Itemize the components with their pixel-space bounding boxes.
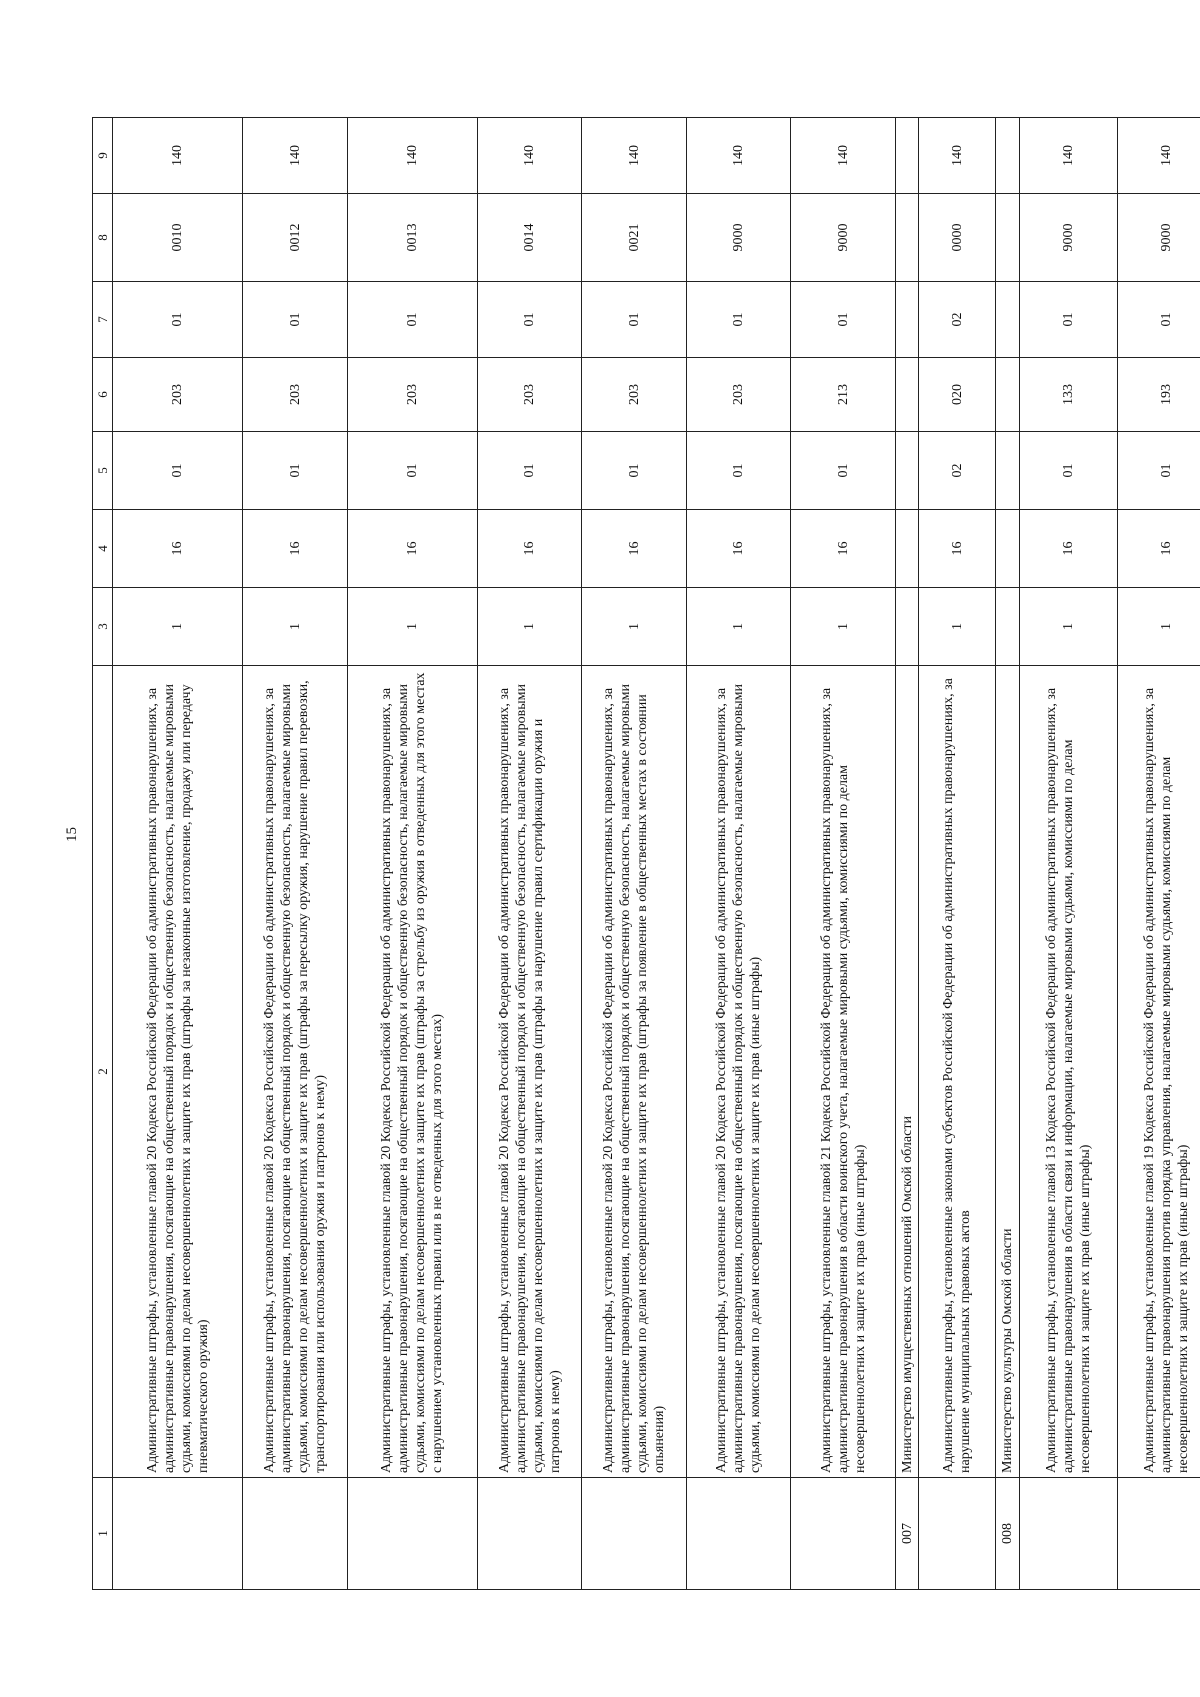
- cell-c7: 01: [243, 282, 348, 358]
- cell-c5: [895, 432, 919, 510]
- header-cell-8: 8: [93, 194, 113, 282]
- cell-c4: 16: [919, 510, 996, 588]
- cell-c3: [996, 588, 1020, 666]
- cell-c6: 203: [477, 358, 582, 432]
- header-row: [93, 118, 113, 1590]
- cell-c1: [113, 1478, 243, 1590]
- description-cell: Административные штрафы, установленные главой 20 Кодекса Российской Федерации об административных правонарушениях, за административные правонарушения, посягающие на общественный порядок и общественную безопасность, налагаемые мировыми судьями, комиссиями по делам несовершеннолетних и защите их прав (иные штрафы): [686, 666, 791, 1478]
- cell-c7: 01: [477, 282, 582, 358]
- description-cell: Административные штрафы, установленные главой 20 Кодекса Российской Федерации об административных правонарушениях, за административные правонарушения, посягающие на общественный порядок и общественную безопасность, налагаемые мировыми судьями, комиссиями по делам несовершеннолетних и защите их прав (штрафы за нарушение правил сертификации оружия и патронов к нему): [477, 666, 582, 1478]
- cell-c4: 16: [1019, 510, 1117, 588]
- table-row: [1019, 118, 1117, 1590]
- header-cell-3: 3: [93, 588, 113, 666]
- description-cell: Административные штрафы, установленные законами субъектов Российской Федерации об административных правонарушениях, за нарушение муниципальных правовых актов: [919, 666, 996, 1478]
- description-cell: Министерство культуры Омской области: [996, 666, 1020, 1478]
- table-row: [686, 118, 791, 1590]
- header-cell-9: 9: [93, 118, 113, 194]
- cell-c1: [1019, 1478, 1117, 1590]
- table-row: [1117, 118, 1200, 1590]
- cell-c3: 1: [582, 588, 687, 666]
- cell-c9: [895, 118, 919, 194]
- cell-c8: 0021: [582, 194, 687, 282]
- cell-c1: [243, 1478, 348, 1590]
- cell-c7: 01: [582, 282, 687, 358]
- cell-c3: 1: [113, 588, 243, 666]
- cell-c5: 01: [113, 432, 243, 510]
- header-cell-6: 6: [93, 358, 113, 432]
- cell-c9: 140: [919, 118, 996, 194]
- table-row: [347, 118, 477, 1590]
- cell-c4: 16: [477, 510, 582, 588]
- cell-c4: 16: [347, 510, 477, 588]
- cell-c9: [996, 118, 1020, 194]
- cell-c6: 203: [243, 358, 348, 432]
- cell-c6: 020: [919, 358, 996, 432]
- cell-c9: 140: [1117, 118, 1200, 194]
- cell-c8: [895, 194, 919, 282]
- cell-c8: 9000: [1019, 194, 1117, 282]
- cell-c8: 9000: [1117, 194, 1200, 282]
- cell-c5: 01: [347, 432, 477, 510]
- cell-c3: 1: [791, 588, 896, 666]
- cell-c8: 0012: [243, 194, 348, 282]
- cell-c3: 1: [243, 588, 348, 666]
- cell-c9: 140: [582, 118, 687, 194]
- cell-c6: 213: [791, 358, 896, 432]
- cell-c7: 01: [686, 282, 791, 358]
- cell-c8: 9000: [791, 194, 896, 282]
- cell-c3: [895, 588, 919, 666]
- header-cell-4: 4: [93, 510, 113, 588]
- cell-c1: [1117, 1478, 1200, 1590]
- cell-c7: 01: [347, 282, 477, 358]
- cell-c1: [477, 1478, 582, 1590]
- cell-c3: 1: [686, 588, 791, 666]
- rotated-table-container: [92, 118, 1200, 1590]
- cell-c5: 01: [791, 432, 896, 510]
- cell-c6: 203: [113, 358, 243, 432]
- cell-c9: 140: [243, 118, 348, 194]
- cell-c7: 01: [1117, 282, 1200, 358]
- cell-c8: 0010: [113, 194, 243, 282]
- table-row: [919, 118, 996, 1590]
- cell-c4: 16: [113, 510, 243, 588]
- cell-c5: 01: [1117, 432, 1200, 510]
- cell-c3: 1: [1019, 588, 1117, 666]
- description-cell: Административные штрафы, установленные главой 20 Кодекса Российской Федерации об административных правонарушениях, за административные правонарушения, посягающие на общественный порядок и общественную безопасность, налагаемые мировыми судьями, комиссиями по делам несовершеннолетних и защите их прав (штрафы за пересылку оружия, нарушение правил перевозки, транспортирования или использования оружия и патронов к нему): [243, 666, 348, 1478]
- cell-c8: 9000: [686, 194, 791, 282]
- cell-c6: 133: [1019, 358, 1117, 432]
- cell-c8: [996, 194, 1020, 282]
- cell-c5: 01: [582, 432, 687, 510]
- cell-c3: 1: [477, 588, 582, 666]
- cell-c1: [347, 1478, 477, 1590]
- cell-c4: 16: [791, 510, 896, 588]
- cell-c1: [919, 1478, 996, 1590]
- cell-c9: 140: [113, 118, 243, 194]
- cell-c1: [582, 1478, 687, 1590]
- cell-c5: 02: [919, 432, 996, 510]
- cell-c1: [791, 1478, 896, 1590]
- cell-c4: [996, 510, 1020, 588]
- cell-c8: 0014: [477, 194, 582, 282]
- cell-c9: 140: [347, 118, 477, 194]
- cell-c4: 16: [243, 510, 348, 588]
- description-cell: Административные штрафы, установленные главой 21 Кодекса Российской Федерации об административных правонарушениях, за административные правонарушения в области воинского учета, налагаемые мировыми судьями, комиссиями по делам несовершеннолетних и защите их прав (иные штрафы): [791, 666, 896, 1478]
- cell-c8: 0000: [919, 194, 996, 282]
- page-number: 15: [64, 827, 80, 842]
- description-cell: Административные штрафы, установленные главой 20 Кодекса Российской Федерации об административных правонарушениях, за административные правонарушения, посягающие на общественный порядок и общественную безопасность, налагаемые мировыми судьями, комиссиями по делам несовершеннолетних и защите их прав (штрафы за стрельбу из оружия в отведенных для этого местах с нарушением установленных правил или в не отведенных для этого местах): [347, 666, 477, 1478]
- cell-c5: 01: [1019, 432, 1117, 510]
- ministry-row: [895, 118, 919, 1590]
- cell-c4: 16: [1117, 510, 1200, 588]
- cell-c8: 0013: [347, 194, 477, 282]
- cell-c3: 1: [1117, 588, 1200, 666]
- cell-c6: 203: [347, 358, 477, 432]
- cell-c1: 007: [895, 1478, 919, 1590]
- cell-c4: 16: [686, 510, 791, 588]
- cell-c7: 01: [791, 282, 896, 358]
- cell-c7: 02: [919, 282, 996, 358]
- header-cell-1: 1: [93, 1478, 113, 1590]
- cell-c5: 01: [477, 432, 582, 510]
- description-cell: Административные штрафы, установленные главой 19 Кодекса Российской Федерации об административных правонарушениях, за административные правонарушения против порядка управления, налагаемые мировыми судьями, комиссиями по делам несовершеннолетних и защите их прав (иные штрафы): [1117, 666, 1200, 1478]
- cell-c6: 193: [1117, 358, 1200, 432]
- table-row: [477, 118, 582, 1590]
- description-cell: Административные штрафы, установленные главой 13 Кодекса Российской Федерации об административных правонарушениях, за административные правонарушения в области связи и информации, налагаемые мировыми судьями, комиссиями по делам несовершеннолетних и защите их прав (иные штрафы): [1019, 666, 1117, 1478]
- table-row: [582, 118, 687, 1590]
- cell-c3: 1: [919, 588, 996, 666]
- cell-c6: 203: [582, 358, 687, 432]
- cell-c5: 01: [686, 432, 791, 510]
- cell-c4: 16: [582, 510, 687, 588]
- table-row: [243, 118, 348, 1590]
- header-cell-5: 5: [93, 432, 113, 510]
- cell-c5: 01: [243, 432, 348, 510]
- cell-c1: [686, 1478, 791, 1590]
- cell-c7: [895, 282, 919, 358]
- header-cell-2: 2: [93, 666, 113, 1478]
- table-body: [113, 118, 1200, 1590]
- cell-c9: 140: [686, 118, 791, 194]
- cell-c4: [895, 510, 919, 588]
- cell-c6: 203: [686, 358, 791, 432]
- cell-c7: [996, 282, 1020, 358]
- table-row: [113, 118, 243, 1590]
- description-cell: Административные штрафы, установленные главой 20 Кодекса Российской Федерации об административных правонарушениях, за административные правонарушения, посягающие на общественный порядок и общественную безопасность, налагаемые мировыми судьями, комиссиями по делам несовершеннолетних и защите их прав (штрафы за появление в общественных местах в состоянии опьянения): [582, 666, 687, 1478]
- cell-c6: [895, 358, 919, 432]
- description-cell: Административные штрафы, установленные главой 20 Кодекса Российской Федерации об административных правонарушениях, за административные правонарушения, посягающие на общественный порядок и общественную безопасность, налагаемые мировыми судьями, комиссиями по делам несовершеннолетних и защите их прав (штрафы за незаконные изготовление, продажу или передачу пневматического оружия): [113, 666, 243, 1478]
- cell-c7: 01: [1019, 282, 1117, 358]
- table-row: [791, 118, 896, 1590]
- cell-c7: 01: [113, 282, 243, 358]
- cell-c5: [996, 432, 1020, 510]
- cell-c3: 1: [347, 588, 477, 666]
- cell-c9: 140: [477, 118, 582, 194]
- cell-c6: [996, 358, 1020, 432]
- header-cell-7: 7: [93, 282, 113, 358]
- budget-code-table: [92, 117, 1200, 1590]
- cell-c9: 140: [1019, 118, 1117, 194]
- cell-c1: 008: [996, 1478, 1020, 1590]
- description-cell: Министерство имущественных отношений Омской области: [895, 666, 919, 1478]
- ministry-row: [996, 118, 1020, 1590]
- cell-c9: 140: [791, 118, 896, 194]
